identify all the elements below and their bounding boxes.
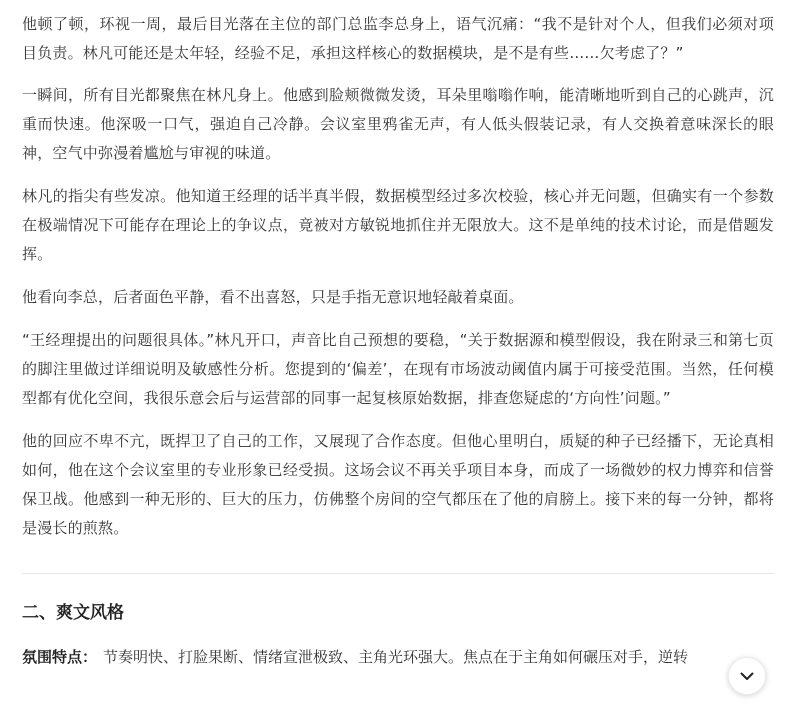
article-body — [22, 10, 774, 670]
feature-text: 节奏明快、打脸果断、情绪宣泄极致、主角光环强大。焦点在于主角如何碾压对手，逆转 — [103, 648, 689, 666]
paragraph-5: “王经理提出的问题很具体。”林凡开口，声音比自己预想的要稳，“关于数据源和模型假设，我在附录三和第七页的脚注里做过详细说明及敏感性分析。您提到的‘偏差’，在现有市场波动阈值内属于可接受范围。当然，任何模型都有优化空间，我很乐意会后与运营部的同事一起复核原始数据，排查您疑虑的‘方向性’问题。” — [22, 331, 774, 407]
paragraph-4: 他看向李总，后者面色平静，看不出喜怒，只是手指无意识地轻敲着桌面。 — [22, 288, 524, 306]
paragraph-2: 一瞬间，所有目光都聚焦在林凡身上。他感到脸颊微微发烫，耳朵里嗡嗡作响，能清晰地听到自己的心跳声，沉重而快速。他深吸一口气，强迫自己冷静。会议室里鸦雀无声，有人低头假装记录，有人交换着意味深长的眼神，空气中弥漫着尴尬与审视的味道。 — [22, 86, 774, 162]
section-title: 二、爽文风格 — [22, 603, 124, 623]
paragraph-1: 他顿了顿，环视一周，最后目光落在主位的部门总监李总身上，语气沉痛：“我不是针对个人，但我们必须对项目负责。林凡可能还是太年轻，经验不足，承担这样核心的数据模块，是不是有些……欠考虑了？” — [22, 15, 774, 62]
feature-label: 氛围特点： — [22, 648, 98, 666]
section-divider — [22, 573, 774, 574]
feature-line — [22, 644, 774, 670]
paragraph-6: 他的回应不卑不亢，既捍卫了自己的工作，又展现了合作态度。但他心里明白，质疑的种子已经播下，无论真相如何，他在这个会议室里的专业形象已经受损。这场会议不再关乎项目本身，而成了一场微妙的权力博弈和信誉保卫战。他感到一种无形的、巨大的压力，仿佛整个房间的空气都压在了他的肩膀上。接下来的每一分钟，都将是漫长的煎熬。 — [22, 432, 774, 537]
paragraph-3: 林凡的指尖有些发凉。他知道王经理的话半真半假，数据模型经过多次校验，核心并无问题，但确实有一个参数在极端情况下可能存在理论上的争议点，竟被对方敏锐地抓住并无限放大。这不是单纯的技术讨论，而是借题发挥。 — [22, 187, 774, 263]
scroll-down-button[interactable] — [728, 657, 766, 695]
chevron-down-icon — [738, 667, 756, 685]
